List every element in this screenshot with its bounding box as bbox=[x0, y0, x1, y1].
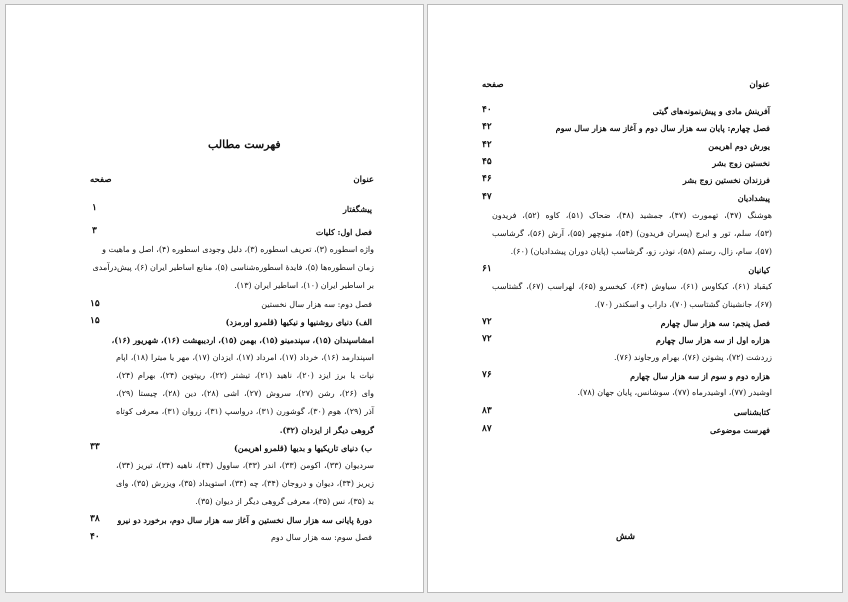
toc-entry-page: ۱ bbox=[92, 203, 97, 213]
col-title-heading: عنوان bbox=[749, 80, 770, 90]
toc-entry-desc: نپات یا برز ایزد (۲۰)، ناهید (۲۱)، تیشتر (۲۲)، ریپتوین (۲۴)، بهرام (۲۴)، bbox=[116, 371, 375, 380]
toc-entry-page: ۷۲ bbox=[482, 334, 492, 344]
col-page-heading: صفحه bbox=[482, 80, 504, 90]
toc-entry-desc: بد (۳۵)، نس (۳۵)، معرفی گروهی دیگر از دیوان (۳۵). bbox=[195, 497, 374, 506]
toc-entry-page: ۱۵ bbox=[90, 316, 100, 326]
toc-entry-title: ب) دنیای تاریکیها و بدیها (قلمرو اهریمن) bbox=[233, 443, 372, 453]
toc-entry-page: ۸۷ bbox=[482, 424, 492, 434]
toc-entry-title: الف) دنیای روشنیها و نیکیها (قلمرو اورمزد) bbox=[225, 317, 372, 327]
toc-entry-desc: هوشنگ (۴۷)، تهمورث (۴۷)، جمشید (۴۸)، ضحاک (۵۱)، کاوه (۵۲)، فریدون bbox=[492, 211, 773, 220]
toc-entry-title: کتابشناسی bbox=[733, 407, 770, 417]
toc-entry-desc: سردیوان (۳۳)، اکومن (۳۳)، اندر (۳۳)، ساوول (۳۴)، ناهیه (۳۴)، تیریز (۳۴)، bbox=[116, 461, 375, 470]
toc-entry-title: فهرست موضوعی bbox=[709, 425, 770, 435]
toc-entry-page: ۷۶ bbox=[482, 370, 492, 380]
toc-entry-title: هزاره دوم و سوم از سه هزار سال چهارم bbox=[630, 371, 770, 381]
toc-entry-page: ۴۲ bbox=[482, 140, 492, 150]
toc-entry-page: ۴۰ bbox=[482, 105, 492, 115]
toc-entry-desc: اوشیدر (۷۷)، اوشیدرماه (۷۷)، سوشانس، پایان جهان (۷۸). bbox=[577, 388, 772, 397]
toc-entry-title: فصل اول: کلیات bbox=[315, 227, 372, 237]
toc-entry-page: ۱۵ bbox=[90, 299, 100, 309]
toc-entry-desc: زمان اسطوره‌ها (۵)، فایدهٔ اسطوره‌شناسی (۵)، منابع اساطیر ایران (۶)، پیش‌درآمدی bbox=[92, 263, 374, 272]
toc-entry-page: ۴۷ bbox=[482, 192, 492, 202]
toc-entry-title: فصل چهارم: پایان سه هزار سال دوم و آغاز سه هزار سال سوم bbox=[555, 123, 770, 133]
toc-entry-title: فصل پنجم: سه هزار سال چهارم bbox=[660, 318, 770, 328]
left-page bbox=[5, 4, 424, 593]
toc-entry-desc: گروهی دیگر از ایزدان (۳۲). bbox=[279, 425, 374, 435]
toc-entry-desc: واژه اسطوره (۳)، تعریف اسطوره (۳)، دلیل وجودی اسطوره (۴)، اصل و ماهیت و bbox=[102, 245, 374, 254]
toc-entry-desc: زردشت (۷۲)، پشوتن (۷۶)، بهرام ورجاوند (۷۶). bbox=[613, 353, 772, 362]
toc-entry-page: ۴۰ bbox=[90, 532, 100, 542]
toc-entry-title: فصل سوم: سه هزار سال دوم bbox=[270, 533, 372, 542]
toc-entry-page: ۸۳ bbox=[482, 406, 492, 416]
toc-entry-desc: (۵۷)، سام، زال، رستم (۵۸)، نوذر، زو، گرشاسب (پایان دوران پیشدادیان) (۶۰). bbox=[510, 247, 772, 256]
toc-entry-title: فصل دوم: سه هزار سال نخستین bbox=[261, 300, 372, 309]
toc-entry-title: هزاره اول از سه هزار سال چهارم bbox=[655, 335, 770, 345]
toc-entry-title: پیشدادیان bbox=[737, 193, 770, 203]
toc-entry-title: فرزندان نخستین زوج بشر bbox=[682, 175, 770, 185]
toc-entry-page: ۶۱ bbox=[482, 264, 492, 274]
page-number-footer: شش bbox=[616, 532, 636, 542]
toc-entry-page: ۳۸ bbox=[90, 514, 100, 524]
toc-entry-title: نخستین زوج بشر bbox=[712, 158, 770, 168]
toc-entry-desc: اسپندارمد (۱۶)، خرداد (۱۷)، امرداد (۱۷)، ایزدان (۱۷)، مهر یا میترا (۱۸)، اپام bbox=[116, 353, 374, 362]
toc-entry-title: پیشگفتار bbox=[343, 204, 372, 214]
toc-entry-title: آفرینش مادی و پیش‌نمونه‌های گیتی bbox=[652, 106, 770, 116]
toc-title: فهرست مطالب bbox=[208, 138, 281, 151]
toc-entry-page: ۳۳ bbox=[90, 442, 100, 452]
toc-entry-desc: آذر (۲۹)، هوم (۳۰)، گوشورن (۳۱)، درواسپ (۳۱)، زروان (۳۱)، معرفی کوتاه bbox=[116, 407, 375, 416]
toc-entry-desc: (۶۷)، جانشینان گشتاسب (۷۰)، داراب و اسکندر (۷۰). bbox=[594, 300, 772, 309]
toc-entry-page: ۷۲ bbox=[482, 317, 492, 327]
toc-entry-page: ۴۲ bbox=[482, 122, 492, 132]
toc-entry-title: کیانیان bbox=[748, 265, 770, 275]
toc-entry-desc: زیریز (۳۴)، دیوان و دروجان (۳۴)، چه (۳۴)، استویداد (۳۵)، ویزرش (۳۵)، وای bbox=[116, 479, 375, 488]
toc-entry-desc: وای (۲۶)، رشن (۲۷)، سروش (۲۷)، اشی (۲۸)، دین (۲۸)، چیستا (۲۹)، bbox=[116, 389, 375, 398]
toc-entry-page: ۴۵ bbox=[482, 157, 492, 167]
toc-entry-desc: بر اساطیر ایران (۱۰)، اساطیر ایران (۱۳). bbox=[234, 281, 374, 290]
col-title-heading: عنوان bbox=[353, 175, 374, 185]
toc-entry-desc: کیقباد (۶۱)، کیکاوس (۶۱)، سیاوش (۶۴)، کیخسرو (۶۵)، لهراسب (۶۷)، گشتاسب bbox=[492, 282, 773, 291]
col-page-heading: صفحه bbox=[90, 175, 112, 185]
toc-entry-page: ۴۶ bbox=[482, 174, 492, 184]
toc-entry-desc: (۵۳)، سلم، تور و ایرج (پسران فریدون) (۵۴)، منوچهر (۵۵)، آرش (۵۶)، گرشاسب bbox=[492, 229, 773, 238]
toc-entry-page: ۳ bbox=[92, 226, 97, 236]
right-page bbox=[427, 4, 843, 593]
toc-entry-desc: امشاسپندان (۱۵)، سپندمینو (۱۵)، بهمن (۱۵)، اردیبهشت (۱۶)، شهریور (۱۶)، bbox=[111, 335, 374, 345]
toc-entry-title: دورهٔ پایانی سه هزار سال نخستین و آغاز سه هزار سال دوم، برخورد دو نیرو bbox=[117, 515, 372, 525]
toc-entry-title: یورش دوم اهریمن bbox=[708, 141, 770, 151]
